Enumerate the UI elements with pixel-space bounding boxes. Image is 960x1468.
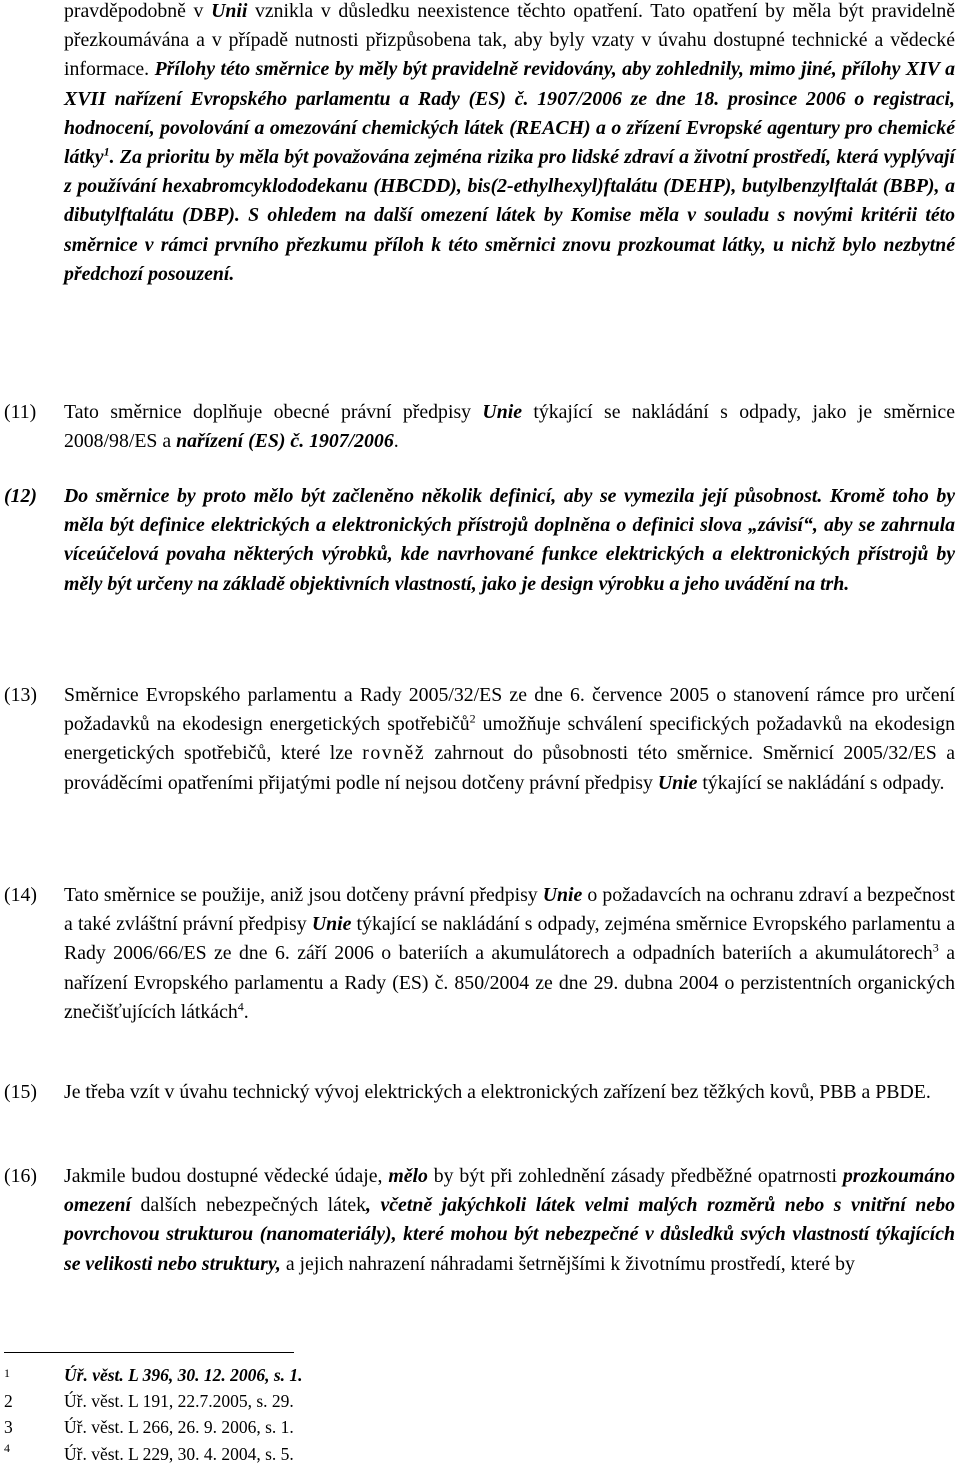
recital-15-text-1: Je třeba vzít v úvahu technický vývoj elektrických a elektronických zařízení bez těžkých kovů, PBB a PBDE. [64, 1081, 931, 1103]
footnote-number-1: 1 [4, 1366, 10, 1380]
recital-16-text-6: , včetně jakýchkoli látek velmi malých rozměrů nebo s vnitřní nebo povrchovou strukturou (nanomateriály), které mohou být nebezpečné v důsledků svých vlastností týkajících se velikosti nebo struktury, [64, 1194, 955, 1275]
footnote-number-2: 2 [4, 1391, 13, 1411]
intro-text-5: . Za prioritu by měla být považována zejména rizika pro lidské zdraví a životní prostředí, která vyplývají z používání hexabromcyklododekanu (HBCDD), bis(2-ethylhexyl)ftalátu (DEHP), butylbenzylftalát (BBP), a dibutylftalátu (DBP). S ohledem na další omezení látek by Komise měla v souladu s novými kritérii této směrnice v rámci prvního přezkumu příloh k této směrnici znovu prozkoumat látky, u nichž bylo nezbytné předchozí posouzení. [64, 146, 955, 285]
recital-16 [64, 1162, 955, 1279]
recital-14-text-5: týkající se nakládání s odpady, zejména směrnice Evropského parlamentu a Rady 2006/66/ES ze dne 6. září 2006 o bateriích a akumulátorech a odpadních bateriích a akumulátorech [64, 913, 955, 965]
recital-16-text-5: dalších nebezpečných látek [131, 1194, 367, 1217]
footnote-ref-3: 3 [932, 940, 939, 955]
footnote-text-4: Úř. věst. L 229, 30. 4. 2004, s. 5. [64, 1444, 294, 1464]
recital-number-11: (11) [4, 401, 37, 423]
recital-11-text-1: Tato směrnice doplňuje obecné právní předpisy [64, 401, 483, 423]
footnote-text-3: Úř. věst. L 266, 26. 9. 2006, s. 1. [64, 1417, 294, 1437]
recital-16-text-7: a jejich nahrazení náhradami šetrnějšími k životnímu prostředí, které by [280, 1252, 855, 1275]
recital-14 [64, 881, 955, 1027]
footnote-separator [4, 1352, 294, 1353]
recital-13 [64, 681, 955, 798]
recital-11-text-4: nařízení (ES) č. 1907/2006 [176, 430, 394, 453]
intro-text-1: pravděpodobně v [64, 0, 212, 22]
recital-number-12: (12) [4, 485, 37, 507]
recital-14-text-1: Tato směrnice se použije, aniž jsou dotčeny právní předpisy [64, 884, 543, 906]
footnote-ref-2: 2 [469, 711, 476, 726]
recital-12 [64, 482, 955, 599]
recital-number-15: (15) [4, 1081, 37, 1103]
recital-16-text-2: mělo [388, 1165, 428, 1187]
recital-16-text-1: Jakmile budou dostupné vědecké údaje, [64, 1165, 389, 1187]
intro-text-2: Unii [211, 0, 248, 22]
recital-14-text-7: . [243, 1000, 249, 1023]
footnote-text-2: Úř. věst. L 191, 22.7.2005, s. 29. [64, 1391, 294, 1411]
footnote-number-4: 4 [4, 1441, 10, 1455]
recital-11 [64, 398, 955, 456]
footnote-text-1: Úř. věst. L 396, 30. 12. 2006, s. 1. [64, 1365, 303, 1385]
recital-11-text-5: . [393, 430, 399, 453]
recital-12-text-1: Do směrnice by proto mělo být začleněno několik definicí, aby se vymezila její působnost. Kromě toho by měla být definice elektrických a elektronických přístrojů doplněna o definici slova „závisí“, aby se zahrnula víceúčelová povaha některých výrobků, kde navrhované funkce elektrických a elektronických přístrojů by měly být určeny na základě objektivních vlastností, jako je design výrobku a jeho uvádění na trh. [64, 485, 955, 595]
recital-13-text-1: Směrnice Evropského parlamentu a Rady 2005/32/ES ze dne 6. července 2005 o stanovení rámce pro určení požadavků na ekodesign energetických spotřebičů [64, 684, 955, 736]
recital-16-text-3: by být při zohlednění zásady předběžné opatrnosti [427, 1165, 843, 1187]
recital-11-text-3: týkající se nakládání s odpady, jako je směrnice 2008/98/ES a [64, 401, 955, 453]
recital-number-16: (16) [4, 1165, 37, 1187]
recital-13-text-5: Unie [657, 771, 698, 794]
recital-number-13: (13) [4, 684, 37, 706]
recital-13-text-3: rovněž [362, 742, 426, 765]
recital-14-text-2: Unie [542, 884, 583, 906]
recital-13-text-2: umožňuje schválení specifických požadavků na ekodesign energetických spotřebičů, které lze [64, 713, 955, 765]
footnote-ref-4: 4 [237, 999, 244, 1014]
intro-paragraph [64, 0, 955, 289]
recital-13-text-6: týkající se nakládání s odpady. [697, 771, 945, 794]
intro-text-3: vznikla v důsledku neexistence těchto opatření. Tato opatření by měla být pravidelně přezkoumávána a v případě nutnosti přizpůsobena tak, aby byly vzaty v úvahu dostupné technické a vědecké informace. [64, 0, 955, 81]
recital-11-text-2: Unie [482, 401, 522, 423]
recital-16-text-4: prozkoumáno omezení [64, 1165, 955, 1217]
recital-number-14: (14) [4, 884, 37, 906]
footnote-ref-1: 1 [103, 144, 110, 159]
recital-15 [64, 1078, 955, 1107]
recital-14-text-4: Unie [311, 913, 352, 936]
recital-14-text-3: o požadavcích na ochranu zdraví a bezpečnost a také zvláštní právní předpisy [64, 884, 955, 936]
intro-text-4: Přílohy této směrnice by měly být pravidelně revidovány, aby zohlednily, mimo jiné, přílohy XIV a XVII nařízení Evropského parlamentu a Rady (ES) č. 1907/2006 ze dne 18. prosince 2006 o registraci, hodnocení, povolování a omezování chemických látek (REACH) a o zřízení Evropské agentury pro chemické látky [64, 58, 955, 169]
footnote-number-3: 3 [4, 1417, 13, 1437]
recital-14-text-6: a nařízení Evropského parlamentu a Rady (ES) č. 850/2004 ze dne 29. dubna 2004 o perzistentních organických znečišťujících látkách [64, 942, 955, 1023]
recital-13-text-4: zahrnout do působnosti této směrnice. Směrnicí 2005/32/ES a prováděcími opatřeními přijatými podle ní nejsou dotčeny právní předpisy [64, 742, 955, 794]
